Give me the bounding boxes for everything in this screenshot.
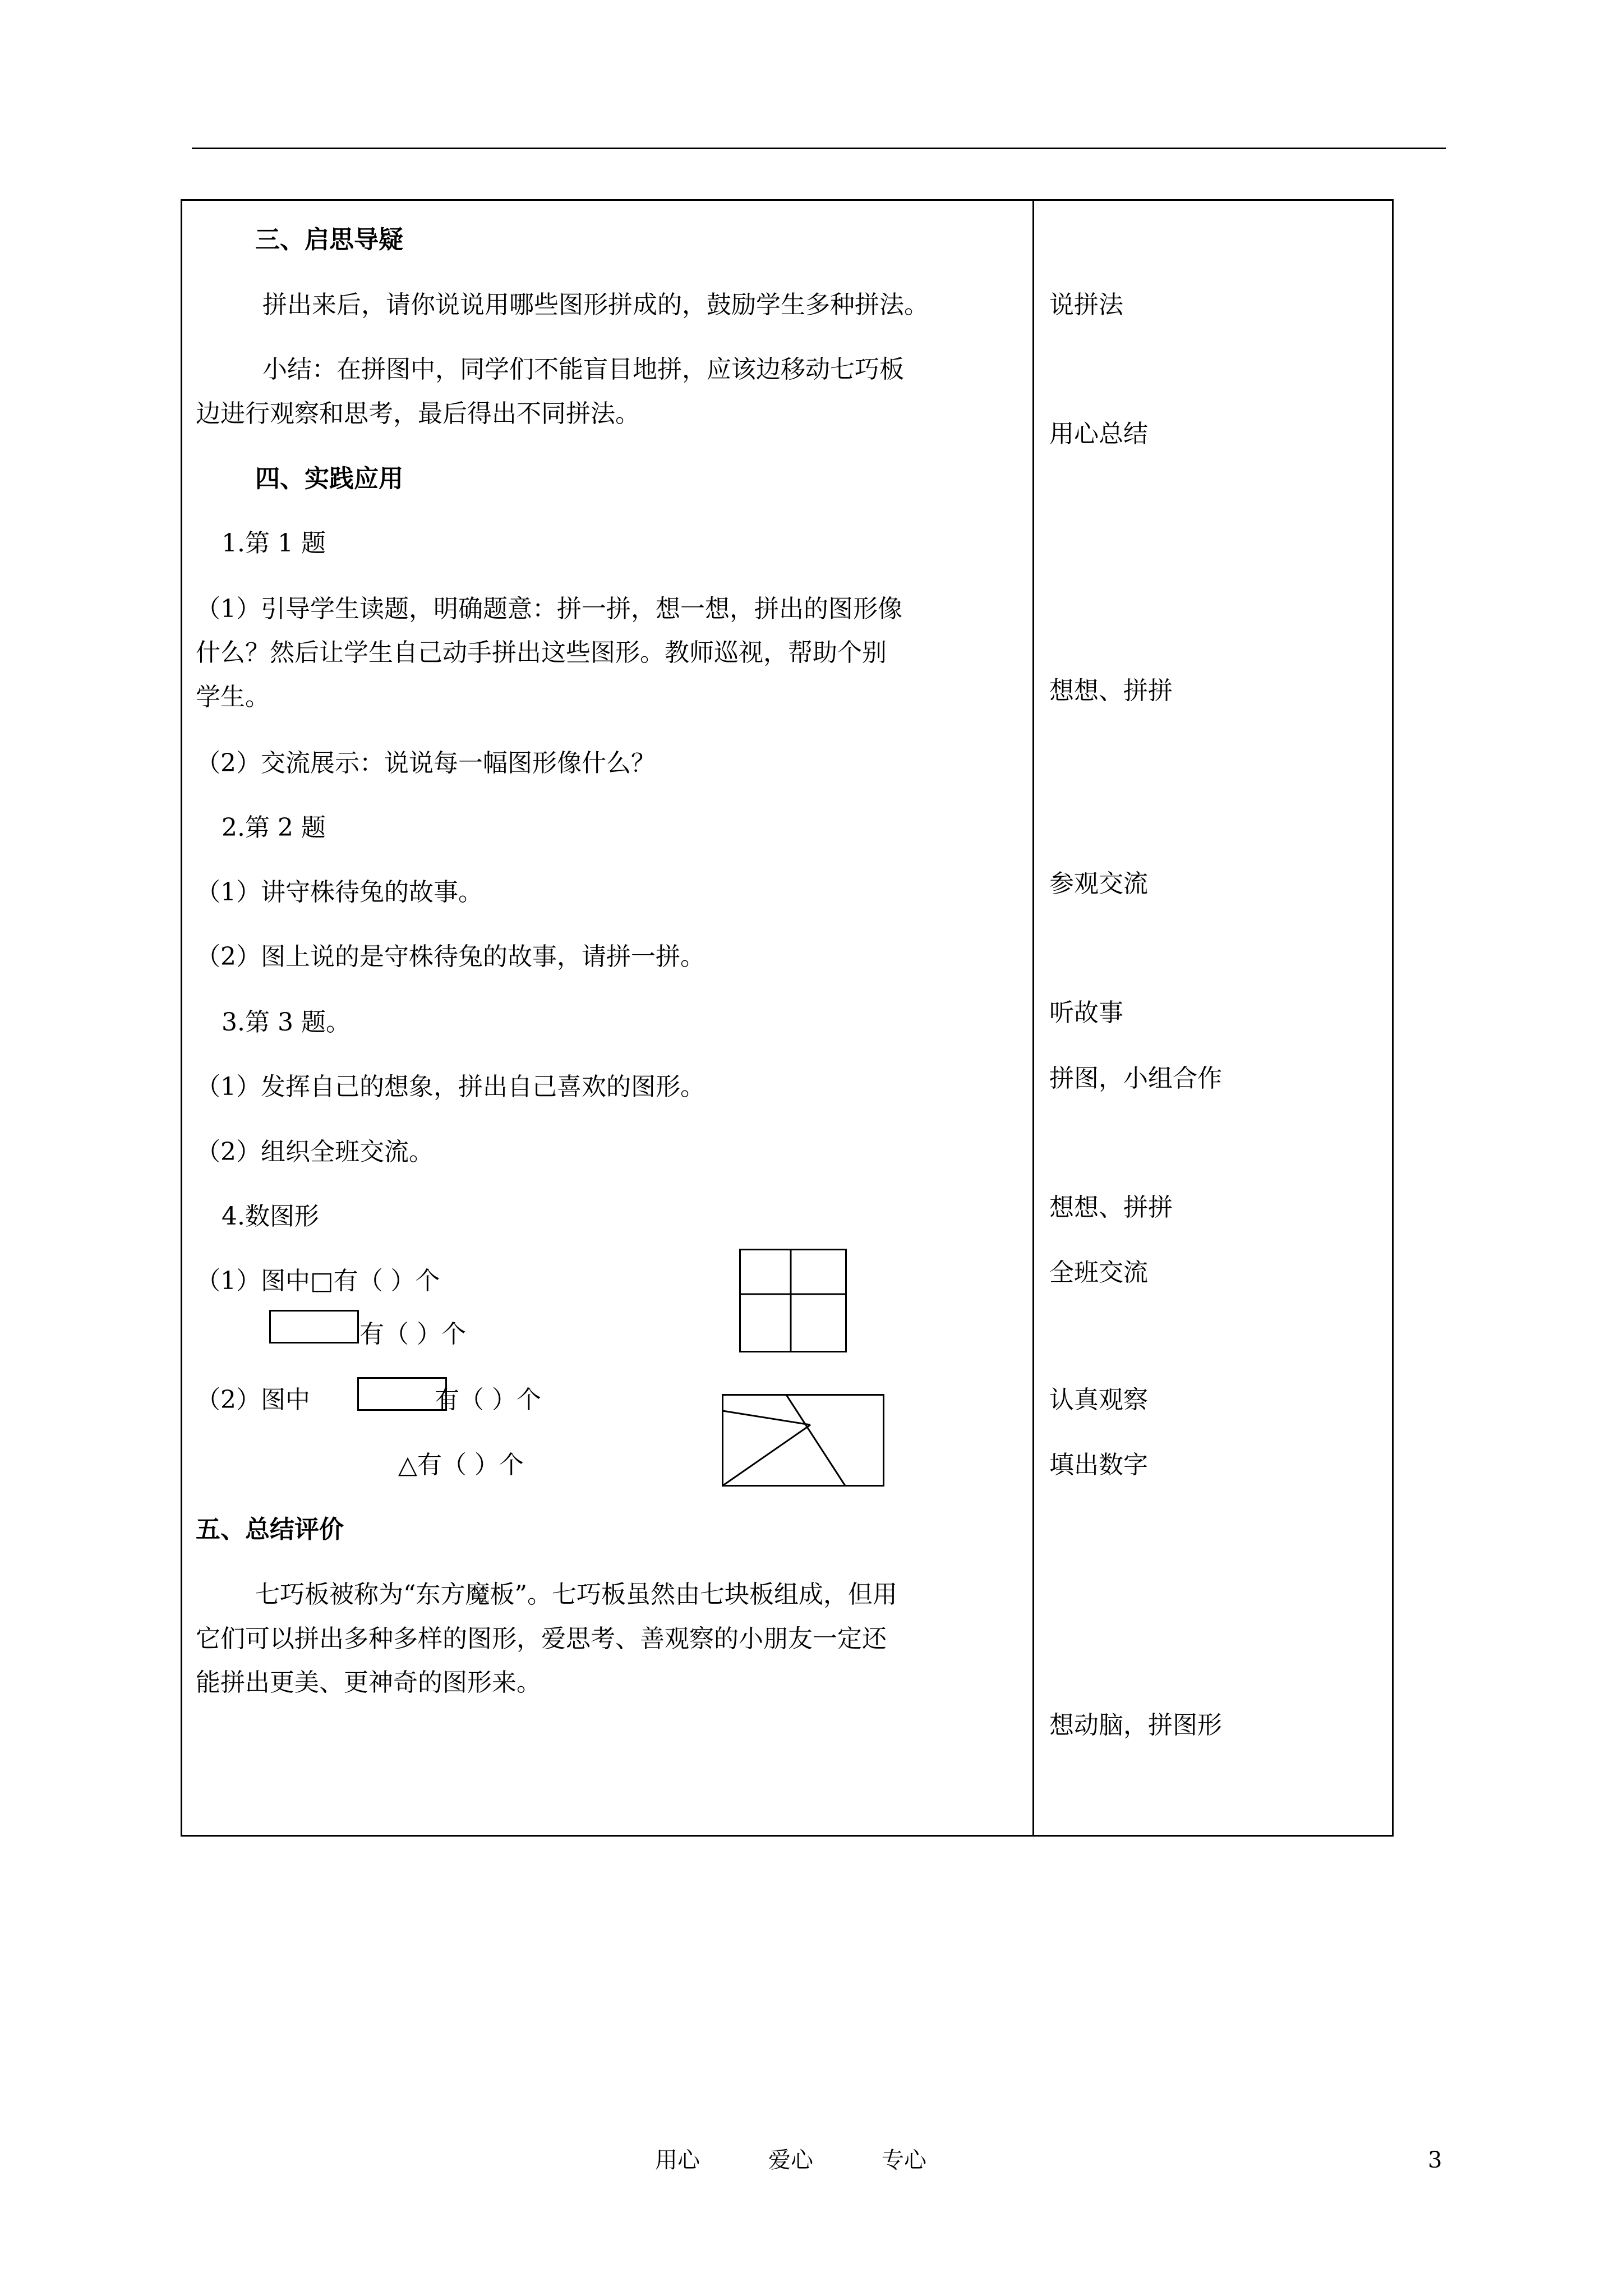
q1-item1-line3: 学生。 [196, 683, 270, 711]
q3-title: 3.第 3 题。 [222, 1008, 351, 1037]
section5-line1: 七巧板被称为“东方魔板”。七巧板虽然由七块板组成，但用 [255, 1580, 897, 1609]
student-activity: 想动脑，拼图形 [1049, 1711, 1222, 1740]
q4-item1-rectangle-count: 有（ ）个 [359, 1320, 466, 1349]
section5-line3: 能拼出更美、更神奇的图形来。 [196, 1668, 541, 1697]
q3-item1: （1）发挥自己的想象，拼出自己喜欢的图形。 [196, 1073, 705, 1101]
column-divider [1032, 201, 1034, 1835]
q1-item2: （2）交流展示：说说每一幅图形像什么？ [196, 749, 656, 777]
rectangle-symbol-icon [357, 1377, 447, 1411]
student-activity: 参观交流 [1049, 869, 1148, 898]
student-activity: 认真观察 [1049, 1386, 1148, 1414]
footer-motto-item: 爱心 [768, 2147, 813, 2173]
section3-para1: 拼出来后，请你说说用哪些图形拼成的，鼓励学生多种拼法。 [262, 291, 929, 319]
student-activity: 全班交流 [1049, 1258, 1148, 1287]
student-activity: 拼图，小组合作 [1049, 1064, 1222, 1093]
q2-item2: （2）图上说的是守株待兔的故事，请拼一拼。 [196, 942, 705, 971]
q4-title: 4.数图形 [222, 1202, 319, 1231]
student-activity: 用心总结 [1049, 420, 1148, 448]
student-activity: 想想、拼拼 [1049, 677, 1173, 705]
section3-summary-line2: 边进行观察和思考，最后得出不同拼法。 [196, 399, 640, 428]
student-activity: 听故事 [1049, 999, 1123, 1027]
grid-figure [739, 1249, 847, 1352]
header-rule [192, 148, 1446, 149]
q4-item2-rectangle-count: 有（ ）个 [435, 1386, 541, 1414]
footer-motto-item: 用心 [655, 2147, 700, 2173]
q4-item2-triangle-count: △有（ ）个 [398, 1451, 524, 1479]
q1-item1-line2: 什么？然后让学生自己动手拼出这些图形。教师巡视，帮助个别 [196, 638, 887, 667]
triangle-figure [722, 1394, 884, 1487]
q2-item1: （1）讲守株待兔的故事。 [196, 878, 483, 907]
q1-item1-line1: （1）引导学生读题，明确题意：拼一拼，想一想，拼出的图形像 [196, 595, 902, 623]
section3-heading: 三、启思导疑 [255, 226, 403, 254]
q4-item2-prefix: （2）图中 [196, 1386, 310, 1414]
student-activity: 说拼法 [1049, 291, 1123, 319]
student-activity: 想想、拼拼 [1049, 1193, 1173, 1222]
section5-heading: 五、总结评价 [196, 1515, 344, 1544]
q3-item2: （2）组织全班交流。 [196, 1138, 434, 1166]
section4-heading: 四、实践应用 [255, 464, 403, 493]
student-activity: 填出数字 [1049, 1451, 1148, 1479]
section5-line2: 它们可以拼出多种多样的图形，爱思考、善观察的小朋友一定还 [196, 1625, 887, 1653]
page-number: 3 [1428, 2147, 1442, 2173]
q2-title: 2.第 2 题 [222, 813, 326, 842]
q4-item1-square-count: （1）图中□有（ ）个 [196, 1267, 440, 1295]
rectangle-symbol-icon [269, 1310, 359, 1343]
section3-summary-line1: 小结：在拼图中，同学们不能盲目地拼，应该边移动七巧板 [262, 355, 904, 384]
lesson-table [181, 199, 1394, 1837]
footer-motto-item: 专心 [882, 2147, 926, 2173]
q1-title: 1.第 1 题 [222, 529, 326, 558]
